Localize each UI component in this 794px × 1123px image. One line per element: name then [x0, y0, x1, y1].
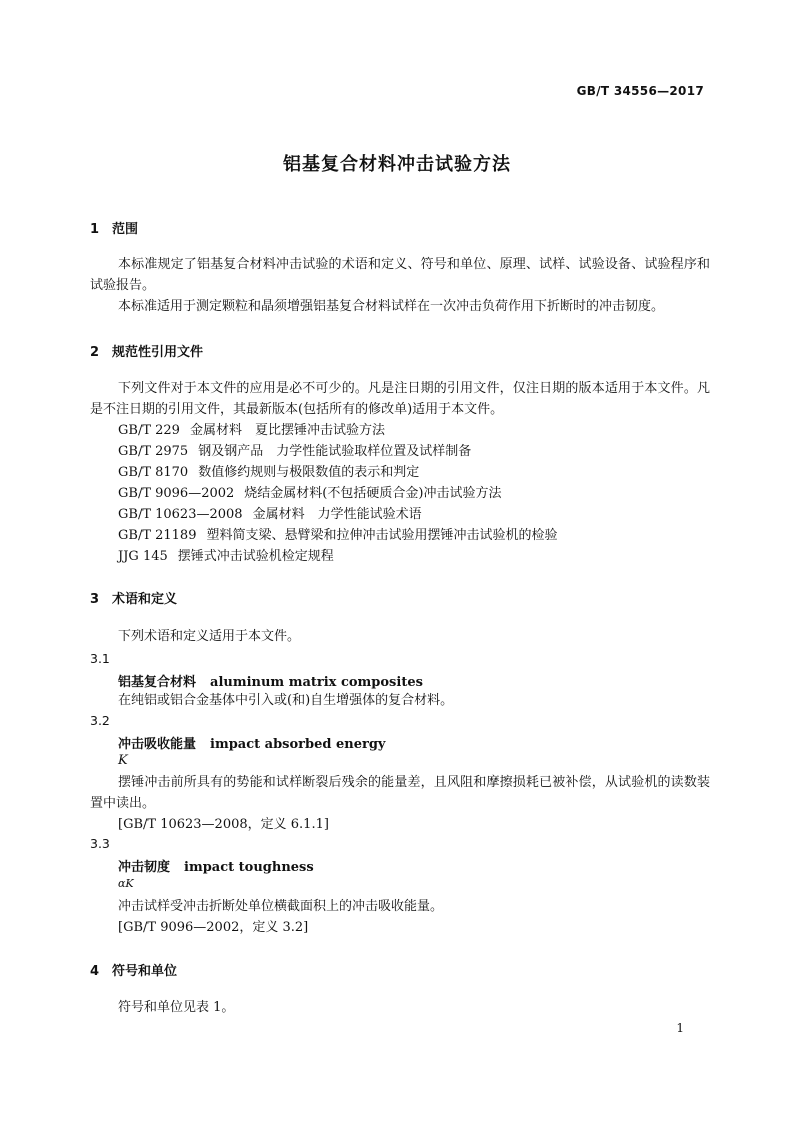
clause-number: 3.2	[90, 713, 110, 728]
term-zh: 铝基复合材料	[118, 675, 197, 690]
term-source: [GB/T 10623—2008，定义 6.1.1]	[118, 817, 329, 832]
reference-item	[118, 483, 501, 504]
reference-title: 摆锤式冲击试验机检定规程	[177, 549, 334, 564]
reference-code: GB/T 8170	[118, 465, 189, 480]
reference-title: 钢及钢产品 力学性能试验取样位置及试样制备	[198, 444, 472, 459]
reference-title: 金属材料 力学性能试验术语	[252, 507, 422, 522]
paragraph: 下列文件对于本文件的应用是必不可少的。凡是注日期的引用文件，仅注日期的版本适用于本文件。凡是不注日期的引用文件，其最新版本(包括所有的修改单)适用于本文件。	[90, 381, 710, 417]
section-title: 符号和单位	[112, 964, 178, 979]
term-heading	[118, 733, 385, 752]
term-source: [GB/T 9096—2002，定义 3.2]	[118, 920, 309, 935]
section-title: 规范性引用文件	[112, 345, 204, 360]
term-definition: 在纯铝或铝合金基体中引入或(和)自生增强体的复合材料。	[118, 693, 454, 708]
standard-code: GB/T 34556—2017	[576, 84, 704, 98]
reference-code: JJG 145	[118, 549, 168, 564]
term-zh: 冲击吸收能量	[118, 737, 197, 752]
term-definition: 冲击试样受冲击折断处单位横截面积上的冲击吸收能量。	[118, 899, 444, 914]
reference-title: 烧结金属材料(不包括硬质合金)冲击试验方法	[244, 486, 502, 501]
reference-item	[118, 546, 334, 567]
term-en: impact toughness	[184, 860, 314, 875]
term-symbol: αK	[118, 877, 134, 890]
paragraph: 下列术语和定义适用于本文件。	[118, 629, 301, 644]
section-1-heading	[90, 218, 138, 237]
reference-title: 塑料简支梁、悬臂梁和拉伸冲击试验用摆锤冲击试验机的检验	[206, 528, 558, 543]
reference-item	[118, 504, 422, 525]
section-title: 术语和定义	[112, 592, 178, 607]
reference-title: 金属材料 夏比摆锤冲击试验方法	[189, 423, 385, 438]
paragraph: 本标准规定了铝基复合材料冲击试验的术语和定义、符号和单位、原理、试样、试验设备、试验程序和试验报告。	[90, 257, 710, 293]
term-en: impact absorbed energy	[210, 737, 386, 752]
paragraph: 符号和单位见表 1。	[118, 1000, 235, 1015]
reference-code: GB/T 10623—2008	[118, 507, 243, 522]
term-symbol: K	[118, 753, 128, 768]
section-number: 4	[90, 964, 100, 979]
term-heading	[118, 856, 314, 875]
section-2-heading	[90, 341, 203, 360]
reference-item	[118, 420, 385, 441]
reference-code: GB/T 9096—2002	[118, 486, 235, 501]
term-en: aluminum matrix composites	[210, 675, 423, 690]
section-4-heading	[90, 960, 177, 979]
clause-number: 3.1	[90, 651, 110, 666]
reference-item	[118, 441, 471, 462]
term-heading	[118, 671, 423, 690]
section-title: 范围	[112, 222, 139, 237]
page-number: 1	[676, 1021, 684, 1035]
section-number: 1	[90, 222, 100, 237]
section-3-heading	[90, 588, 177, 607]
reference-item	[118, 525, 558, 546]
term-definition: 摆锤冲击前所具有的势能和试样断裂后残余的能量差，且风阻和摩擦损耗已被补偿，从试验机的读数装置中读出。	[90, 775, 710, 811]
reference-title: 数值修约规则与极限数值的表示和判定	[198, 465, 420, 480]
term-zh: 冲击韧度	[118, 860, 171, 875]
reference-code: GB/T 21189	[118, 528, 197, 543]
paragraph: 本标准适用于测定颗粒和晶须增强铝基复合材料试样在一次冲击负荷作用下折断时的冲击韧度。	[118, 299, 665, 314]
reference-item	[118, 462, 419, 483]
reference-code: GB/T 2975	[118, 444, 189, 459]
section-number: 3	[90, 592, 100, 607]
reference-code: GB/T 229	[118, 423, 180, 438]
document-title: 铝基复合材料冲击试验方法	[283, 154, 511, 175]
section-number: 2	[90, 345, 100, 360]
clause-number: 3.3	[90, 836, 110, 851]
